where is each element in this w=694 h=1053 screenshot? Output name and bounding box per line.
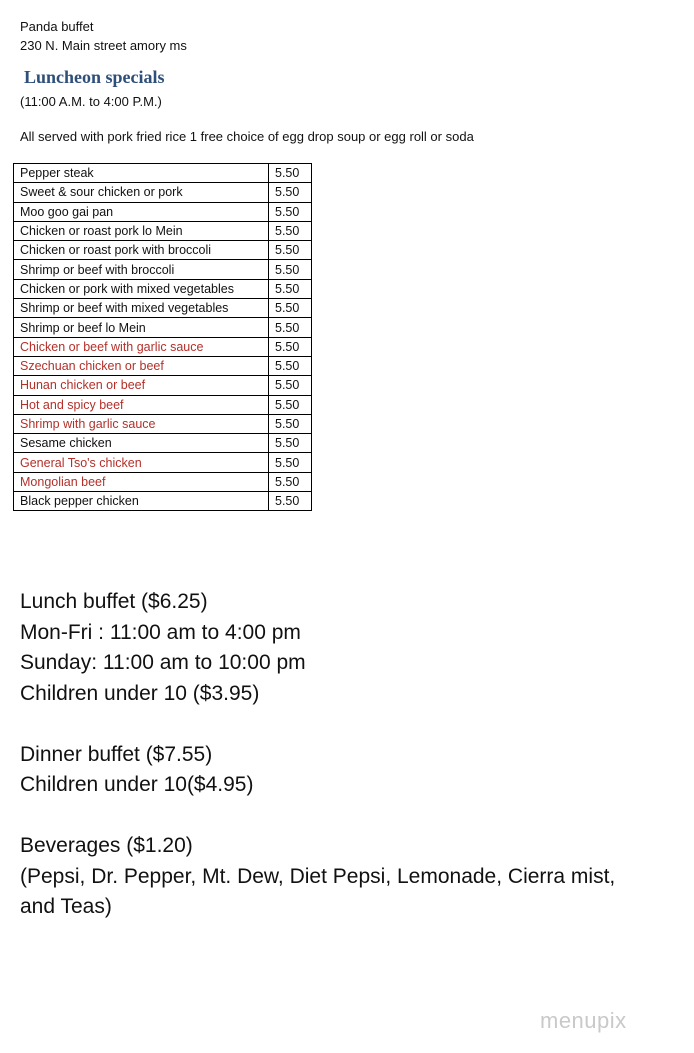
menu-item-name: Shrimp with garlic sauce xyxy=(14,414,269,433)
menu-item-name: Sweet & sour chicken or pork xyxy=(14,183,269,202)
restaurant-header xyxy=(20,17,187,55)
lunch-buffet-price: Lunch buffet ($6.25) xyxy=(20,590,208,613)
restaurant-address: 230 N. Main street amory ms xyxy=(20,38,187,53)
lunch-children-price: Children under 10 ($3.95) xyxy=(20,681,260,705)
menu-item-price: 5.50 xyxy=(269,221,312,240)
menu-item-name: Moo goo gai pan xyxy=(14,202,269,221)
menu-item-price: 5.50 xyxy=(269,299,312,318)
restaurant-name: Panda buffet xyxy=(20,19,94,34)
menu-item-price: 5.50 xyxy=(269,260,312,279)
weekday-hours: Mon-Fri : 11:00 am to 4:00 pm xyxy=(20,620,301,644)
table-row xyxy=(14,395,312,414)
menu-item-name: Hunan chicken or beef xyxy=(14,376,269,395)
table-row xyxy=(14,260,312,279)
spacer xyxy=(20,801,615,832)
menu-item-price: 5.50 xyxy=(269,164,312,183)
table-row xyxy=(14,279,312,298)
table-row xyxy=(14,414,312,433)
luncheon-menu-table xyxy=(13,163,312,511)
menu-item-price: 5.50 xyxy=(269,395,312,414)
table-row xyxy=(14,183,312,202)
menu-item-price: 5.50 xyxy=(269,318,312,337)
watermark-logo: menupix xyxy=(540,1008,627,1033)
menu-item-name: Chicken or pork with mixed vegetables xyxy=(14,279,269,298)
menu-item-price: 5.50 xyxy=(269,183,312,202)
sunday-hours: Sunday: 11:00 am to 10:00 pm xyxy=(20,651,306,674)
table-row xyxy=(14,221,312,240)
menu-item-price: 5.50 xyxy=(269,376,312,395)
menu-item-name: Hot and spicy beef xyxy=(14,395,269,414)
table-row xyxy=(14,472,312,491)
table-row xyxy=(14,164,312,183)
menu-item-price: 5.50 xyxy=(269,414,312,433)
menu-item-name: Chicken or roast pork with broccoli xyxy=(14,241,269,260)
dinner-children-price: Children under 10($4.95) xyxy=(20,773,254,796)
menu-item-name: Shrimp or beef lo Mein xyxy=(14,318,269,337)
menu-item-name: General Tso's chicken xyxy=(14,453,269,472)
menu-item-name: Mongolian beef xyxy=(14,472,269,491)
luncheon-title: Luncheon specials xyxy=(24,67,165,87)
menu-item-price: 5.50 xyxy=(269,337,312,356)
menu-item-name: Sesame chicken xyxy=(14,434,269,453)
table-row xyxy=(14,202,312,221)
table-row xyxy=(14,434,312,453)
menu-item-price: 5.50 xyxy=(269,202,312,221)
dinner-buffet-price: Dinner buffet ($7.55) xyxy=(20,742,213,766)
table-row xyxy=(14,241,312,260)
beverages-price: Beverages ($1.20) xyxy=(20,834,193,857)
menu-item-name: Chicken or roast pork lo Mein xyxy=(14,221,269,240)
table-row xyxy=(14,492,312,511)
menu-item-name: Shrimp or beef with broccoli xyxy=(14,260,269,279)
menu-item-price: 5.50 xyxy=(269,434,312,453)
buffet-info xyxy=(20,587,615,923)
table-row xyxy=(14,299,312,318)
menu-item-price: 5.50 xyxy=(269,279,312,298)
served-note: All served with pork fried rice 1 free choice of egg drop soup or egg roll or soda xyxy=(20,129,474,144)
menu-item-name: Szechuan chicken or beef xyxy=(14,356,269,375)
menu-item-name: Black pepper chicken xyxy=(14,492,269,511)
table-row xyxy=(14,453,312,472)
beverages-list-cont: and Teas) xyxy=(20,895,112,918)
menu-item-price: 5.50 xyxy=(269,241,312,260)
menu-item-price: 5.50 xyxy=(269,472,312,491)
table-row xyxy=(14,356,312,375)
menu-item-price: 5.50 xyxy=(269,453,312,472)
menu-item-name: Pepper steak xyxy=(14,164,269,183)
table-row xyxy=(14,376,312,395)
menu-item-price: 5.50 xyxy=(269,492,312,511)
menu-item-price: 5.50 xyxy=(269,356,312,375)
beverages-list: (Pepsi, Dr. Pepper, Mt. Dew, Diet Pepsi, Lemonade, Cierra mist, xyxy=(20,864,616,888)
menu-item-name: Chicken or beef with garlic sauce xyxy=(14,337,269,356)
luncheon-hours: (11:00 A.M. to 4:00 P.M.) xyxy=(20,94,162,109)
menu-item-name: Shrimp or beef with mixed vegetables xyxy=(14,299,269,318)
table-row xyxy=(14,318,312,337)
spacer xyxy=(20,709,615,740)
table-row xyxy=(14,337,312,356)
